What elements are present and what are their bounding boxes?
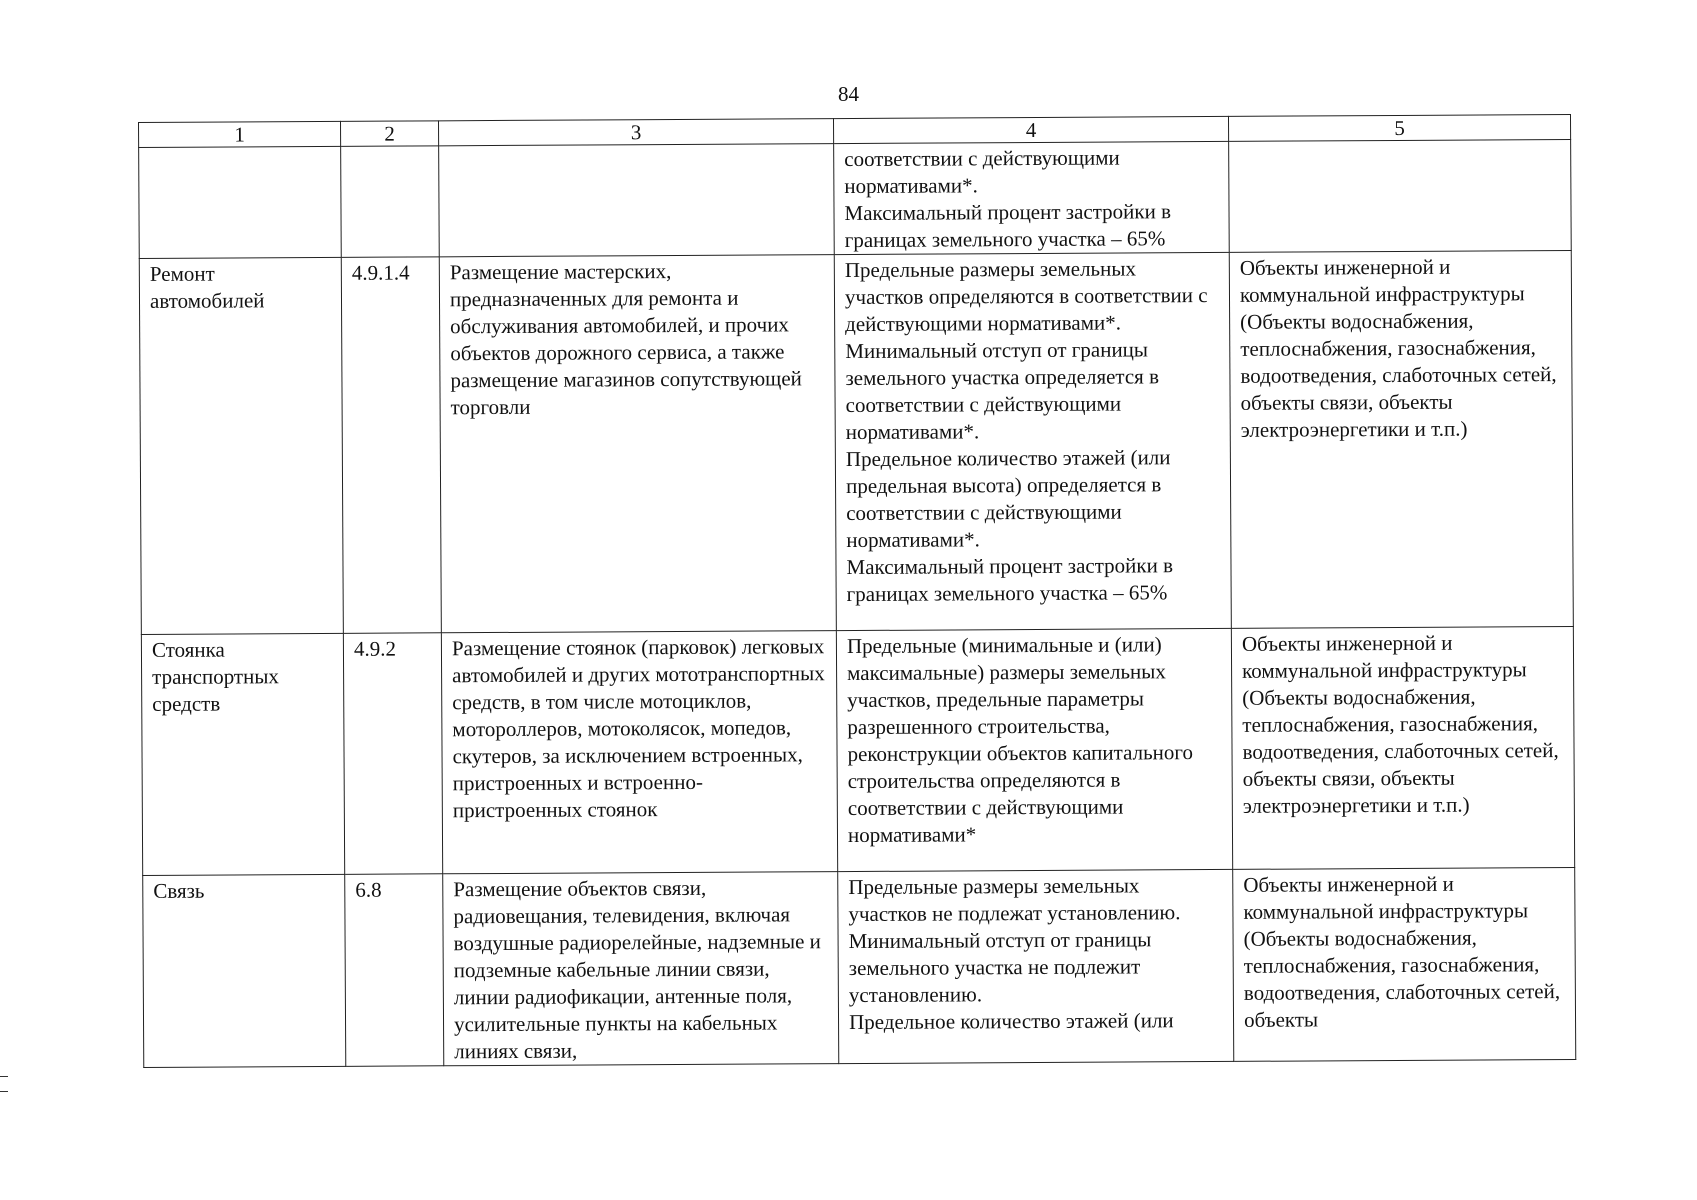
use-code-cell: 4.9.2 — [343, 633, 442, 875]
use-parameters-cell — [836, 628, 1232, 871]
header-col-4: 4 — [833, 116, 1228, 143]
use-name-cell: Связь — [143, 874, 346, 1067]
cont-param-line: соответствии с действующими нормативами*. — [844, 145, 1120, 199]
parameter-line: Минимальный отступ от границы земельного участка не подлежит установлению. — [848, 927, 1152, 1008]
parameter-line: Предельное количество этажей (или предельная высота) определяется в соответствии с действующими нормативами*. — [845, 445, 1171, 553]
table-row — [143, 867, 1576, 1067]
page-number: 84 — [838, 82, 859, 106]
use-name-cell: Ремонт автомобилей — [139, 257, 343, 634]
parameter-line: Предельные размеры земельных участков определяются в соответствии с действующими нормативами*. — [844, 256, 1208, 337]
use-description-cell: Размещение стоянок (парковок) легковых автомобилей и других мототранспортных средств, в том числе мотоциклов, мотороллеров, мотоколясок, мопедов, скутеров, за исключением встроенных, пристроенных и встроенно-пристроенных стоянок — [441, 631, 837, 874]
land-use-table — [138, 114, 1576, 1068]
table-row — [141, 626, 1574, 875]
parameter-line: Предельное количество этажей (или — [848, 1008, 1174, 1035]
header-col-1: 1 — [139, 121, 341, 147]
parameter-line: Предельные (минимальные и (или) максимальные) размеры земельных участков, предельные параметры разрешенного строительства, реконструкции объектов капитального строительства определяются в соответствии с действующими нормативами* — [846, 632, 1194, 848]
use-name-cell: Стоянка транспортных средств — [141, 633, 344, 875]
cont-cell-2 — [341, 146, 440, 258]
auxiliary-uses-cell: Объекты инженерной и коммунальной инфраструктуры (Объекты водоснабжения, теплоснабжения, газоснабжения, водоотведения, слаботочных сетей, объекты связи, объекты электроэнергетики и т.п.) — [1229, 250, 1573, 628]
cont-cell-3 — [439, 144, 835, 257]
scan-edge-mark — [0, 1076, 8, 1092]
header-col-3: 3 — [438, 119, 833, 146]
cont-cell-5 — [1229, 139, 1572, 252]
use-code-cell: 6.8 — [345, 874, 444, 1067]
cont-param-line: Максимальный процент застройки в границах земельного участка – 65% — [844, 199, 1172, 253]
header-col-2: 2 — [340, 121, 438, 147]
parameter-line: Предельные размеры земельных участков не подлежат установлению. — [848, 873, 1181, 927]
table-row — [139, 250, 1573, 634]
header-col-5: 5 — [1228, 114, 1570, 141]
parameter-line: Минимальный отступ от границы земельного участка определяется в соответствии с действующими нормативами*. — [845, 337, 1160, 445]
use-description-cell: Размещение объектов связи, радиовещания, телевидения, включая воздушные радиорелейные, надземные и подземные кабельные линии связи, линии радиофикации, антенные поля, усилительные пункты на кабельных линиях связи, — [443, 872, 839, 1066]
use-description-cell: Размещение мастерских, предназначенных для ремонта и обслуживания автомобилей, и прочих объектов дорожного сервиса, а также размещение магазинов сопутствующей торговли — [439, 255, 836, 633]
parameter-line: Максимальный процент застройки в границах земельного участка – 65% — [846, 553, 1174, 607]
use-code-cell: 4.9.1.4 — [341, 257, 441, 634]
auxiliary-uses-cell: Объекты инженерной и коммунальной инфраструктуры (Объекты водоснабжения, теплоснабжения, газоснабжения, водоотведения, слаботочных сетей, объекты связи, объекты электроэнергетики и т.п.) — [1231, 626, 1574, 869]
cont-cell-4 — [834, 141, 1230, 254]
use-parameters-cell — [834, 252, 1231, 630]
cont-cell-1 — [139, 146, 342, 258]
continuation-row — [139, 139, 1572, 258]
use-parameters-cell — [838, 869, 1234, 1063]
auxiliary-uses-cell: Объекты инженерной и коммунальной инфраструктуры (Объекты водоснабжения, теплоснабжения, газоснабжения, водоотведения, слаботочных сетей, объекты — [1233, 867, 1576, 1061]
